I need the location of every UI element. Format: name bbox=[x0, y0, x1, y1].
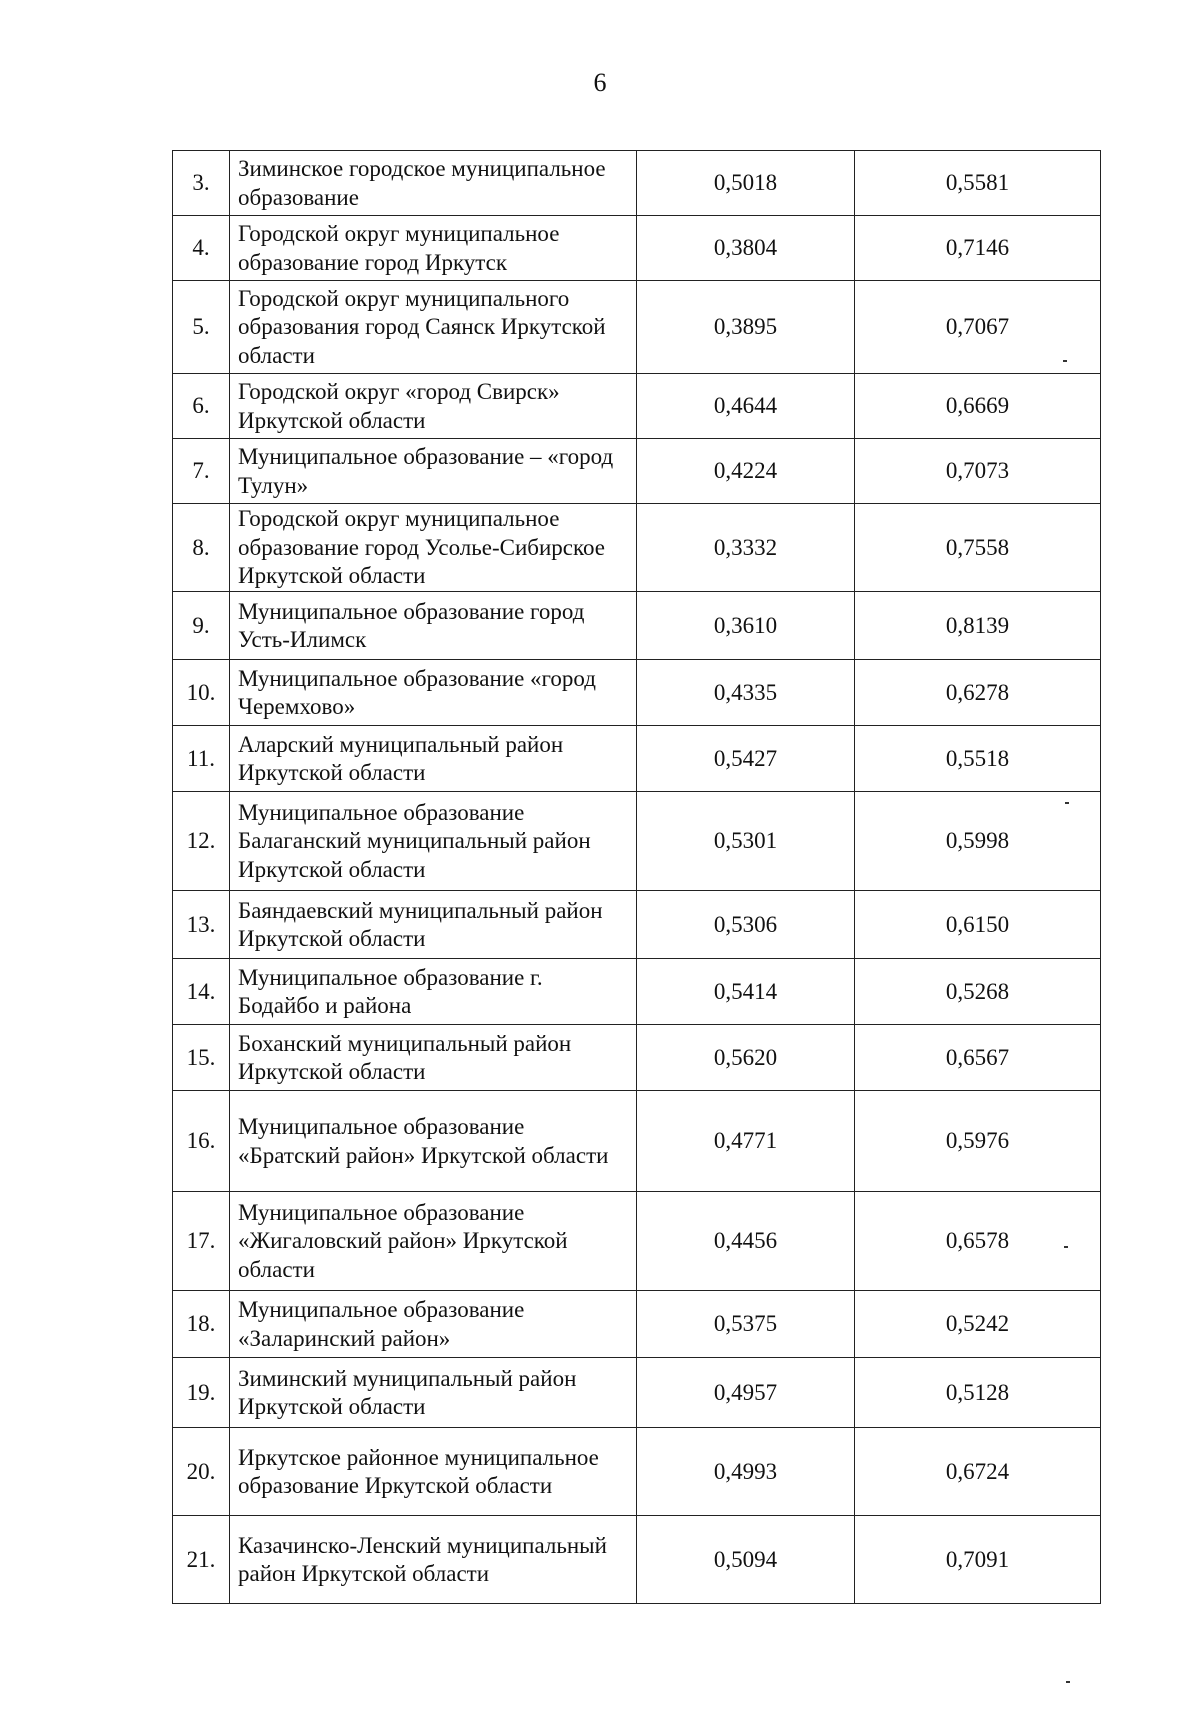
value-2-cell: 0,5128 bbox=[855, 1358, 1101, 1428]
value-2-cell: 0,6669 bbox=[855, 374, 1101, 439]
value-2-cell: 0,5976 bbox=[855, 1091, 1101, 1192]
municipality-name-cell: Казачинско-Ленский муниципальный район Иркутской области bbox=[230, 1516, 637, 1604]
value-1-cell: 0,3610 bbox=[637, 592, 855, 660]
value-2-cell: 0,6578 bbox=[855, 1192, 1101, 1291]
row-number-cell: 10. bbox=[173, 660, 230, 726]
value-2-cell: 0,6150 bbox=[855, 891, 1101, 959]
value-1-cell: 0,4993 bbox=[637, 1428, 855, 1516]
value-1-cell: 0,4456 bbox=[637, 1192, 855, 1291]
value-2-cell: 0,6724 bbox=[855, 1428, 1101, 1516]
scan-speck bbox=[1064, 1246, 1068, 1248]
row-number-cell: 18. bbox=[173, 1291, 230, 1358]
row-number-cell: 15. bbox=[173, 1025, 230, 1091]
table-row bbox=[173, 1516, 1101, 1604]
row-number-cell: 19. bbox=[173, 1358, 230, 1428]
value-1-cell: 0,3895 bbox=[637, 281, 855, 374]
value-1-cell: 0,5018 bbox=[637, 151, 855, 216]
value-1-cell: 0,5094 bbox=[637, 1516, 855, 1604]
row-number-cell: 8. bbox=[173, 504, 230, 592]
value-2-cell: 0,5518 bbox=[855, 726, 1101, 792]
municipality-name-cell: Зиминский муниципальный район Иркутской области bbox=[230, 1358, 637, 1428]
row-number-cell: 20. bbox=[173, 1428, 230, 1516]
value-1-cell: 0,5414 bbox=[637, 959, 855, 1025]
value-1-cell: 0,4644 bbox=[637, 374, 855, 439]
municipality-name-cell: Муниципальное образование – «город Тулун» bbox=[230, 439, 637, 504]
table-row bbox=[173, 959, 1101, 1025]
table-row bbox=[173, 1192, 1101, 1291]
municipality-name-cell: Иркутское районное муниципальное образование Иркутской области bbox=[230, 1428, 637, 1516]
row-number-cell: 3. bbox=[173, 151, 230, 216]
value-2-cell: 0,8139 bbox=[855, 592, 1101, 660]
row-number-cell: 11. bbox=[173, 726, 230, 792]
value-1-cell: 0,5375 bbox=[637, 1291, 855, 1358]
municipality-name-cell: Муниципальное образование «город Черемхово» bbox=[230, 660, 637, 726]
scan-speck bbox=[1063, 360, 1067, 362]
value-1-cell: 0,4335 bbox=[637, 660, 855, 726]
table-row bbox=[173, 1428, 1101, 1516]
value-2-cell: 0,5242 bbox=[855, 1291, 1101, 1358]
table-row bbox=[173, 374, 1101, 439]
municipality-name-cell: Муниципальное образование г. Бодайбо и района bbox=[230, 959, 637, 1025]
municipality-name-cell: Городской округ муниципальное образование город Усолье-Сибирское Иркутской области bbox=[230, 504, 637, 592]
value-2-cell: 0,5998 bbox=[855, 792, 1101, 891]
value-1-cell: 0,3332 bbox=[637, 504, 855, 592]
row-number-cell: 7. bbox=[173, 439, 230, 504]
municipality-name-cell: Городской округ муниципального образования город Саянск Иркутской области bbox=[230, 281, 637, 374]
municipality-name-cell: Городской округ муниципальное образование город Иркутск bbox=[230, 216, 637, 281]
value-2-cell: 0,5268 bbox=[855, 959, 1101, 1025]
row-number-cell: 13. bbox=[173, 891, 230, 959]
table-row bbox=[173, 792, 1101, 891]
value-1-cell: 0,4957 bbox=[637, 1358, 855, 1428]
data-table bbox=[172, 150, 1101, 1604]
row-number-cell: 9. bbox=[173, 592, 230, 660]
value-1-cell: 0,5427 bbox=[637, 726, 855, 792]
municipality-name-cell: Муниципальное образование Балаганский муниципальный район Иркутской области bbox=[230, 792, 637, 891]
value-1-cell: 0,5620 bbox=[637, 1025, 855, 1091]
table-row bbox=[173, 216, 1101, 281]
row-number-cell: 21. bbox=[173, 1516, 230, 1604]
municipality-name-cell: Зиминское городское муниципальное образование bbox=[230, 151, 637, 216]
row-number-cell: 14. bbox=[173, 959, 230, 1025]
table-row bbox=[173, 891, 1101, 959]
table-row bbox=[173, 592, 1101, 660]
municipality-name-cell: Муниципальное образование «Заларинский район» bbox=[230, 1291, 637, 1358]
row-number-cell: 4. bbox=[173, 216, 230, 281]
municipality-name-cell: Муниципальное образование «Жигаловский район» Иркутской области bbox=[230, 1192, 637, 1291]
value-1-cell: 0,4771 bbox=[637, 1091, 855, 1192]
value-1-cell: 0,5306 bbox=[637, 891, 855, 959]
table-row bbox=[173, 439, 1101, 504]
value-1-cell: 0,3804 bbox=[637, 216, 855, 281]
value-2-cell: 0,6278 bbox=[855, 660, 1101, 726]
row-number-cell: 5. bbox=[173, 281, 230, 374]
table-row bbox=[173, 151, 1101, 216]
row-number-cell: 17. bbox=[173, 1192, 230, 1291]
table-row bbox=[173, 1291, 1101, 1358]
municipality-name-cell: Баяндаевский муниципальный район Иркутской области bbox=[230, 891, 637, 959]
value-2-cell: 0,7558 bbox=[855, 504, 1101, 592]
scan-speck bbox=[1065, 802, 1069, 804]
value-2-cell: 0,5581 bbox=[855, 151, 1101, 216]
value-2-cell: 0,7067 bbox=[855, 281, 1101, 374]
value-1-cell: 0,4224 bbox=[637, 439, 855, 504]
value-1-cell: 0,5301 bbox=[637, 792, 855, 891]
municipality-name-cell: Боханский муниципальный район Иркутской области bbox=[230, 1025, 637, 1091]
page-number: 6 bbox=[593, 68, 607, 97]
row-number-cell: 12. bbox=[173, 792, 230, 891]
value-2-cell: 0,7073 bbox=[855, 439, 1101, 504]
table-body bbox=[173, 151, 1101, 1604]
table-row bbox=[173, 281, 1101, 374]
value-2-cell: 0,6567 bbox=[855, 1025, 1101, 1091]
table-row bbox=[173, 1358, 1101, 1428]
table-row bbox=[173, 504, 1101, 592]
table-row bbox=[173, 726, 1101, 792]
municipality-name-cell: Муниципальное образование город Усть-Илимск bbox=[230, 592, 637, 660]
row-number-cell: 16. bbox=[173, 1091, 230, 1192]
municipality-name-cell: Аларский муниципальный район Иркутской области bbox=[230, 726, 637, 792]
municipality-name-cell: Муниципальное образование «Братский район» Иркутской области bbox=[230, 1091, 637, 1192]
table-row bbox=[173, 1025, 1101, 1091]
value-2-cell: 0,7091 bbox=[855, 1516, 1101, 1604]
municipality-name-cell: Городской округ «город Свирск» Иркутской области bbox=[230, 374, 637, 439]
table-row bbox=[173, 1091, 1101, 1192]
scan-speck bbox=[1066, 1681, 1070, 1683]
value-2-cell: 0,7146 bbox=[855, 216, 1101, 281]
row-number-cell: 6. bbox=[173, 374, 230, 439]
table-row bbox=[173, 660, 1101, 726]
